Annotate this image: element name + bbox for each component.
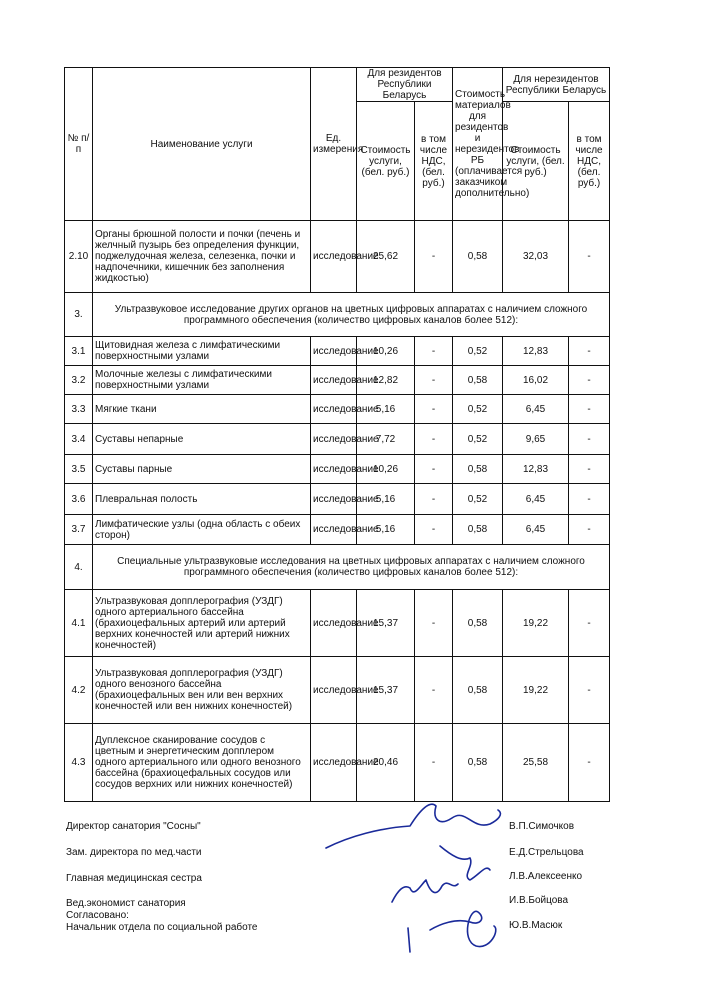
nonresident-cost: 9,65	[503, 424, 569, 455]
table-row	[65, 395, 610, 424]
row-number: 4.	[65, 545, 93, 590]
nonresident-vat: -	[569, 724, 610, 802]
resident-vat: -	[415, 366, 453, 395]
section-title: Специальные ультразвуковые исследования на цветных цифровых аппаратах с наличием сложного программного обеспечения (количество цифровых каналов более 512):	[93, 545, 610, 590]
materials-cost: 0,58	[453, 657, 503, 724]
nonresident-vat: -	[569, 484, 610, 515]
materials-cost: 0,58	[453, 515, 503, 545]
materials-cost: 0,58	[453, 366, 503, 395]
nonresident-vat: -	[569, 455, 610, 484]
resident-vat: -	[415, 724, 453, 802]
resident-vat: -	[415, 657, 453, 724]
nonresident-vat: -	[569, 395, 610, 424]
nonresident-vat: -	[569, 337, 610, 366]
resident-cost: 5,16	[357, 484, 415, 515]
resident-vat: -	[415, 221, 453, 293]
table-row	[65, 515, 610, 545]
signature-nurse	[392, 880, 458, 902]
header-nonresidents: Для нерезидентов Республики Беларусь	[503, 68, 610, 102]
nonresident-vat: -	[569, 657, 610, 724]
service-name: Дуплексное сканирование сосудов с цветным и энергетическим допплером одного артериального или одного венозного бассейна (брахиоцефальных сосудов или сосудов верхних или нижних конечностей)	[93, 724, 311, 802]
resident-cost: 20,46	[357, 724, 415, 802]
materials-cost: 0,58	[453, 590, 503, 657]
unit-cell: исследование	[311, 221, 357, 293]
resident-vat: -	[415, 395, 453, 424]
row-number: 4.1	[65, 590, 93, 657]
resident-vat: -	[415, 515, 453, 545]
materials-cost: 0,58	[453, 455, 503, 484]
social-name: Ю.В.Масюк	[509, 920, 563, 931]
table-row	[65, 724, 610, 802]
signature-director	[326, 804, 500, 848]
service-name: Суставы непарные	[93, 424, 311, 455]
nurse-title: Главная медицинская сестра	[66, 873, 202, 884]
unit-cell: исследование	[311, 515, 357, 545]
resident-vat: -	[415, 590, 453, 657]
resident-cost: 7,72	[357, 424, 415, 455]
row-number: 4.2	[65, 657, 93, 724]
table-row	[65, 657, 610, 724]
table-row	[65, 455, 610, 484]
nonresident-cost: 12,83	[503, 337, 569, 366]
unit-cell: исследование	[311, 484, 357, 515]
row-number: 3.7	[65, 515, 93, 545]
materials-cost: 0,58	[453, 724, 503, 802]
nurse-name: Л.В.Алексеенко	[509, 871, 583, 882]
header-res-cost: Стоимость услуги, (бел. руб.)	[357, 102, 415, 221]
section-title: Ультразвуковое исследование других органов на цветных цифровых аппаратах с наличием сложного программного обеспечения (количество цифровых каналов более 512):	[93, 293, 610, 337]
unit-cell: исследование	[311, 657, 357, 724]
table-row	[65, 221, 610, 293]
economist-name: И.В.Бойцова	[509, 895, 569, 906]
resident-cost: 15,37	[357, 657, 415, 724]
nonresident-cost: 12,83	[503, 455, 569, 484]
row-number: 3.6	[65, 484, 93, 515]
service-name: Суставы парные	[93, 455, 311, 484]
signature-economist	[430, 911, 496, 946]
section-row	[65, 545, 610, 590]
nonresident-vat: -	[569, 424, 610, 455]
service-name: Щитовидная железа с лимфатическими поверхностными узлами	[93, 337, 311, 366]
row-number: 4.3	[65, 724, 93, 802]
header-res-vat: в том числе НДС, (бел. руб.)	[415, 102, 453, 221]
unit-cell: исследование	[311, 590, 357, 657]
nonresident-cost: 32,03	[503, 221, 569, 293]
row-number: 2.10	[65, 221, 93, 293]
nonresident-cost: 19,22	[503, 590, 569, 657]
service-name: Мягкие ткани	[93, 395, 311, 424]
resident-cost: 25,62	[357, 221, 415, 293]
row-number: 3.4	[65, 424, 93, 455]
resident-cost: 10,26	[357, 337, 415, 366]
resident-cost: 5,16	[357, 515, 415, 545]
resident-cost: 15,37	[357, 590, 415, 657]
unit-cell: исследование	[311, 424, 357, 455]
service-name: Плевральная полость	[93, 484, 311, 515]
resident-cost: 10,26	[357, 455, 415, 484]
service-name: Молочные железы с лимфатическими поверхностными узлами	[93, 366, 311, 395]
nonresident-cost: 6,45	[503, 484, 569, 515]
table-row	[65, 484, 610, 515]
header-non-cost: Стоимость услуги, (бел. руб.)	[503, 102, 569, 221]
materials-cost: 0,52	[453, 395, 503, 424]
resident-vat: -	[415, 484, 453, 515]
service-name: Органы брюшной полости и почки (печень и желчный пузырь без определения функции, поджелудочная железа, селезенка, почки и надпочечники, кишечник без заполнения жидкостью)	[93, 221, 311, 293]
director-name: В.П.Симочков	[509, 821, 575, 832]
nonresident-cost: 6,45	[503, 515, 569, 545]
service-name: Ультразвуковая допплерография (УЗДГ) одного венозного бассейна (брахиоцефальных вен или вен верхних конечностей или вен нижних конечностей)	[93, 657, 311, 724]
table-row	[65, 366, 610, 395]
unit-cell: исследование	[311, 724, 357, 802]
header-non-vat: в том числе НДС, (бел. руб.)	[569, 102, 610, 221]
price-table	[64, 67, 610, 802]
director-title: Директор санатория "Сосны"	[66, 821, 201, 832]
resident-cost: 12,82	[357, 366, 415, 395]
economist-title: Вед.экономист санатория	[66, 898, 186, 909]
deputy-name: Е.Д.Стрельцова	[509, 847, 584, 858]
nonresident-cost: 16,02	[503, 366, 569, 395]
table-row	[65, 337, 610, 366]
nonresident-vat: -	[569, 515, 610, 545]
header-residents: Для резидентов Республики Беларусь	[357, 68, 453, 102]
materials-cost: 0,52	[453, 484, 503, 515]
service-name: Лимфатические узлы (одна область с обеих сторон)	[93, 515, 311, 545]
unit-cell: исследование	[311, 455, 357, 484]
row-number: 3.1	[65, 337, 93, 366]
section-row	[65, 293, 610, 337]
nonresident-cost: 6,45	[503, 395, 569, 424]
social-title: Начальник отдела по социальной работе	[66, 922, 258, 933]
resident-vat: -	[415, 424, 453, 455]
agreed-label: Согласовано:	[66, 910, 129, 921]
signature-mark	[408, 928, 410, 952]
row-number: 3.5	[65, 455, 93, 484]
resident-cost: 5,16	[357, 395, 415, 424]
table-body	[65, 221, 610, 802]
resident-vat: -	[415, 455, 453, 484]
nonresident-vat: -	[569, 590, 610, 657]
header-num: № п/п	[65, 68, 93, 221]
unit-cell: исследование	[311, 337, 357, 366]
row-number: 3.3	[65, 395, 93, 424]
nonresident-vat: -	[569, 366, 610, 395]
nonresident-vat: -	[569, 221, 610, 293]
nonresident-cost: 25,58	[503, 724, 569, 802]
row-number: 3.	[65, 293, 93, 337]
unit-cell: исследование	[311, 366, 357, 395]
table-row	[65, 424, 610, 455]
resident-vat: -	[415, 337, 453, 366]
table-row	[65, 590, 610, 657]
materials-cost: 0,52	[453, 424, 503, 455]
deputy-title: Зам. директора по мед.части	[66, 847, 202, 858]
unit-cell: исследование	[311, 395, 357, 424]
header-materials: Стоимость материалов для резидентов и нерезидентов РБ (оплачивается заказчиком дополнительно)	[453, 68, 503, 221]
nonresident-cost: 19,22	[503, 657, 569, 724]
row-number: 3.2	[65, 366, 93, 395]
service-name: Ультразвуковая допплерография (УЗДГ) одного артериального бассейна (брахиоцефальных артерий или артерий верхних конечностей или артерий нижних конечностей)	[93, 590, 311, 657]
header-name: Наименование услуги	[93, 68, 311, 221]
materials-cost: 0,52	[453, 337, 503, 366]
header-unit: Ед. измерения	[311, 68, 357, 221]
materials-cost: 0,58	[453, 221, 503, 293]
signature-deputy	[440, 846, 490, 880]
